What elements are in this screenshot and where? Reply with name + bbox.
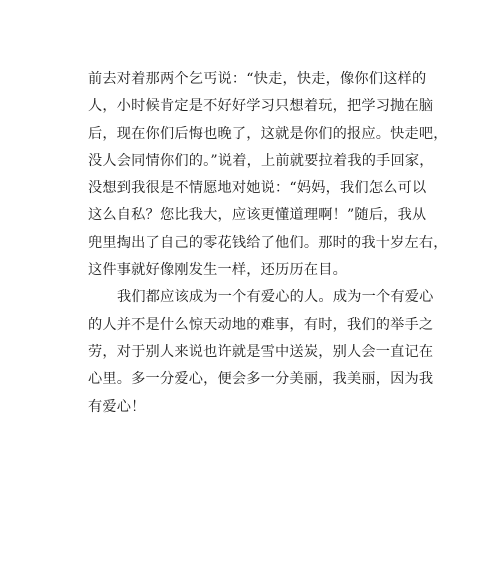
text-line: 后，现在你们后悔也晚了，这就是你们的报应。快走吧， (88, 125, 448, 142)
paragraph-1 (88, 66, 448, 284)
text-line: 没人会同情你们的。”说着，上前就要拉着我的手回家， (88, 152, 434, 169)
text-line: 劳，对于别人来说也许就是雪中送炭，别人会一直记在 (88, 343, 434, 360)
text-line: 心里。多一分爱心，便会多一分美丽，我美丽，因为我 (88, 371, 434, 388)
text-line: 的人并不是什么惊天动地的难事，有时，我们的举手之 (88, 316, 434, 333)
text-line: 有爱心！ (88, 398, 146, 415)
text-line: 兜里掏出了自己的零花钱给了他们。那时的我十岁左右， (88, 234, 448, 251)
text-line: 这件事就好像刚发生一样，还历历在目。 (88, 262, 347, 279)
text-line: 没想到我很是不情愿地对她说：“妈妈，我们怎么可以 (88, 180, 427, 197)
text-line: 前去对着那两个乞丐说：“快走，快走，像你们这样的 (88, 71, 427, 87)
text-line: 人，小时候肯定是不好好学习只想着玩，把学习抛在脑 (88, 98, 434, 115)
paragraph-2 (88, 284, 434, 420)
document-body (88, 66, 448, 421)
text-line: 这么自私？您比我大，应该更懂道理啊！”随后，我从 (88, 207, 427, 224)
text-line: 我们都应该成为一个有爱心的人。成为一个有爱心 (117, 289, 434, 306)
